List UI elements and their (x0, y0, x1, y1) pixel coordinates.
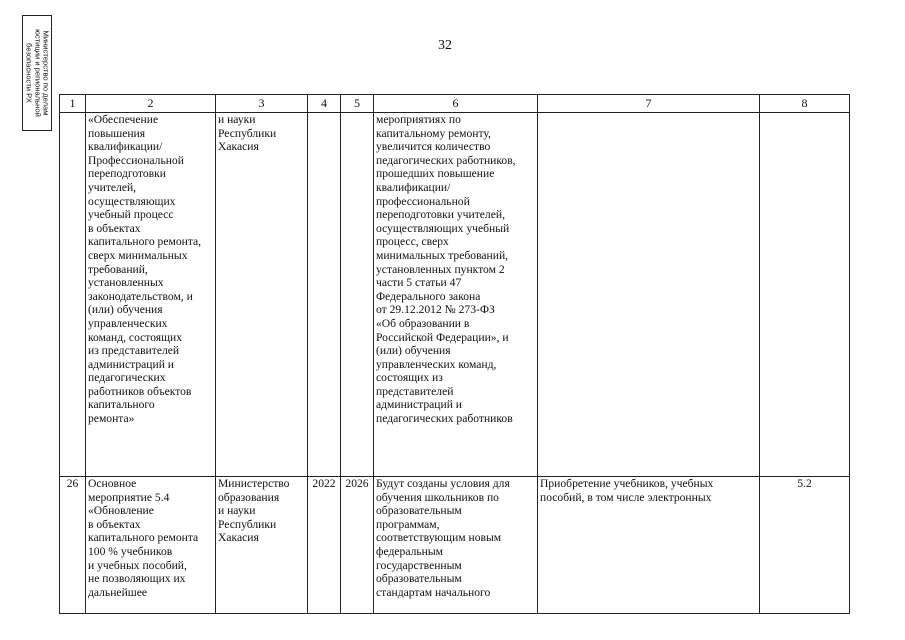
end-year-cell: 2026 (341, 477, 374, 614)
executor-cell: Министерство образования и науки Республики Хакасия (216, 477, 308, 614)
stamp-text: Министерство по делам юстиции и региональной безопасности РХ (24, 29, 51, 117)
program-table (59, 94, 850, 614)
description-cell (538, 113, 760, 477)
table-row (60, 113, 850, 477)
header-col-3: 3 (216, 95, 308, 113)
page-number: 32 (438, 38, 452, 53)
result-cell: мероприятиях по капитальному ремонту, увеличится количество педагогических работников, прошедших повышение квалификации/ профессиональной переподготовки учителей, осуществляющих учебный процесс, сверх минимальных требований, установленных пунктом 2 части 5 статьи 47 Федерального закона от 29.12.2012 № 273-ФЗ «Об образовании в Российской Федерации», и (или) обучения управленческих команд, состоящих из представителей администраций и педагогических работников (374, 113, 538, 477)
executor-cell: и науки Республики Хакасия (216, 113, 308, 477)
reference-cell: 5.2 (760, 477, 850, 614)
header-col-4: 4 (308, 95, 341, 113)
header-col-7: 7 (538, 95, 760, 113)
table-row (60, 477, 850, 614)
description-cell: Приобретение учебников, учебных пособий, в том числе электронных (538, 477, 760, 614)
result-cell: Будут созданы условия для обучения школьников по образовательным программам, соответствующим новым федеральным государственным образовательным стандартам начального (374, 477, 538, 614)
activity-cell: Основное мероприятие 5.4 «Обновление в объектах капитального ремонта 100 % учебников и учебных пособий, не позволяющих их дальнейшее (86, 477, 216, 614)
header-col-1: 1 (60, 95, 86, 113)
header-col-2: 2 (86, 95, 216, 113)
end-year-cell (341, 113, 374, 477)
activity-cell: «Обеспечение повышения квалификации/ Профессиональной переподготовки учителей, осуществляющих учебный процесс в объектах капитального ремонта, сверх минимальных требований, установленных законодательством, и (или) обучения управленческих команд, состоящих из представителей администраций и педагогических работников объектов капитального ремонта» (86, 113, 216, 477)
reference-cell (760, 113, 850, 477)
header-col-5: 5 (341, 95, 374, 113)
row-number (60, 113, 86, 477)
header-col-6: 6 (374, 95, 538, 113)
start-year-cell: 2022 (308, 477, 341, 614)
registration-stamp (22, 15, 52, 131)
start-year-cell (308, 113, 341, 477)
row-number: 26 (60, 477, 86, 614)
table-header-row (60, 95, 850, 113)
header-col-8: 8 (760, 95, 850, 113)
